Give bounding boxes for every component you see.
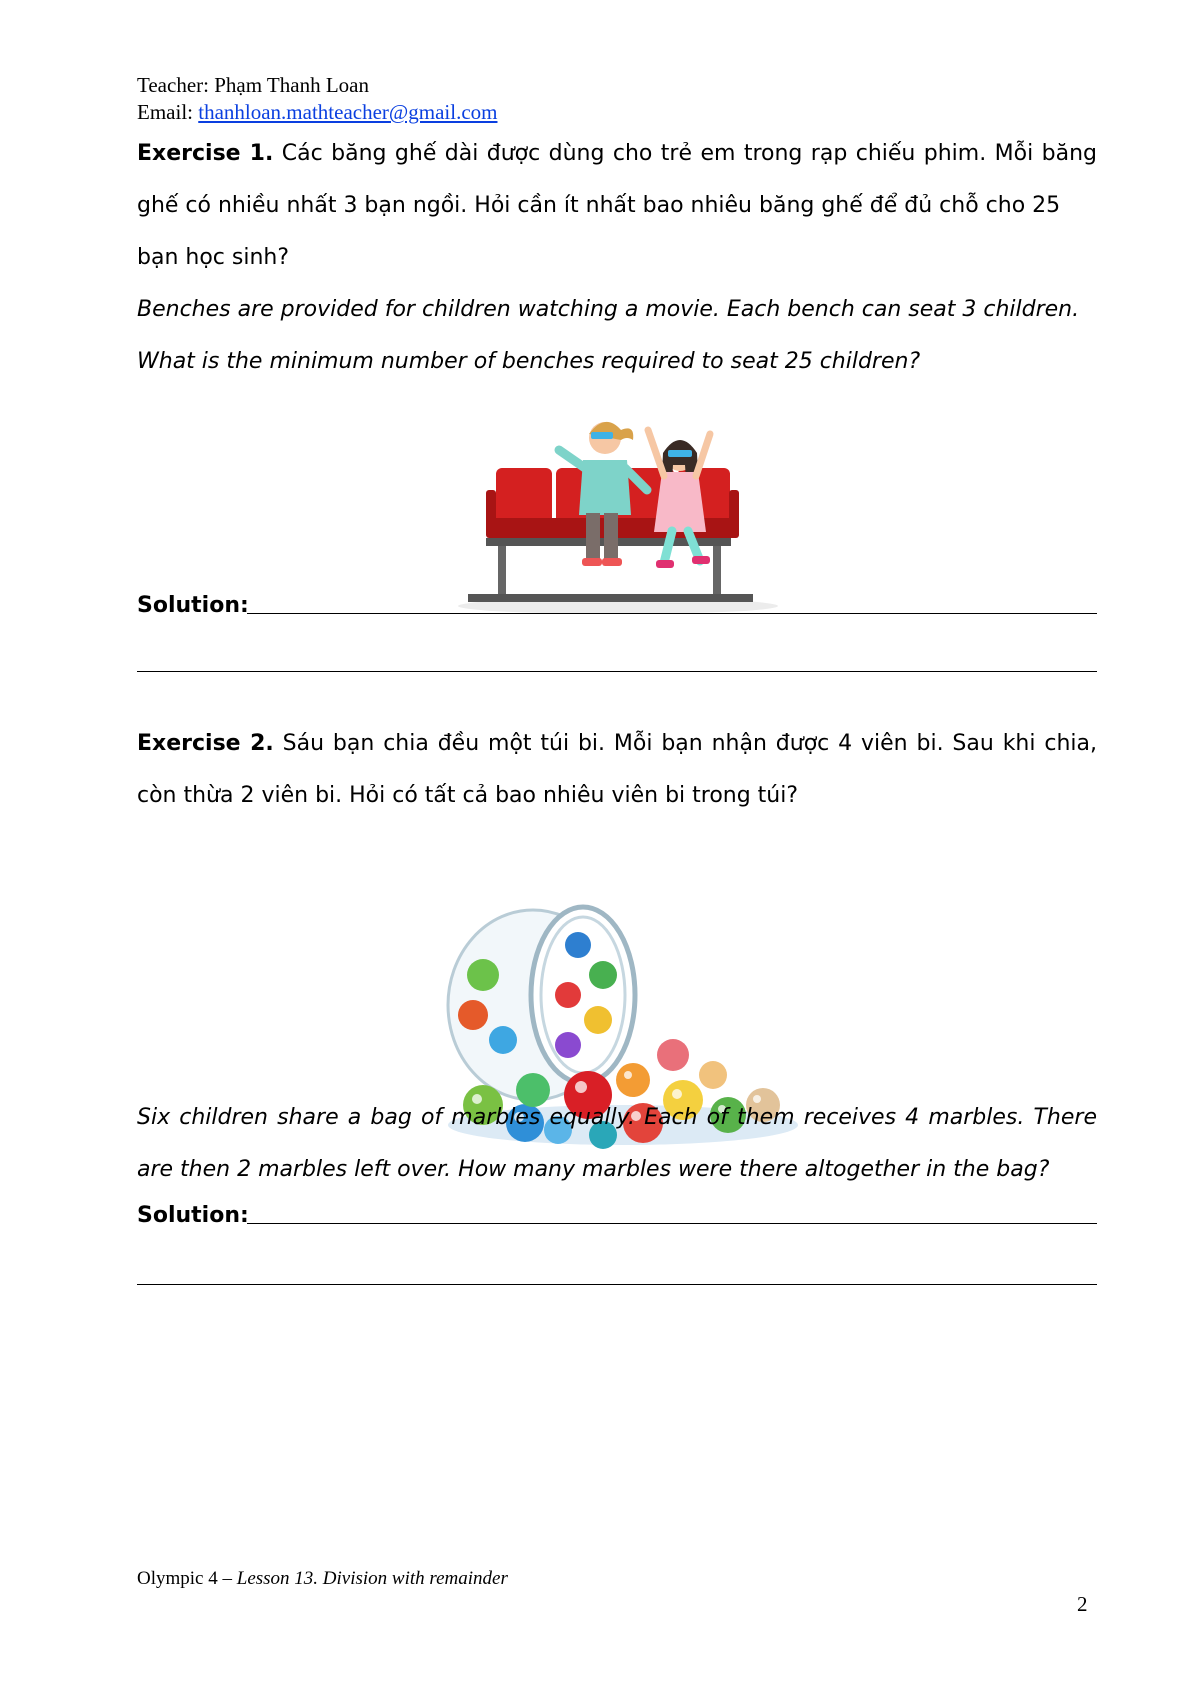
exercise-1-label: Exercise 1. [137,141,274,166]
exercise-1-text [137,128,1097,388]
exercise-2-vi-2: còn thừa 2 viên bi. Hỏi có tất cả bao nhiêu viên bi trong túi? [137,783,799,808]
footer-course: Olympic 4 – [137,1568,237,1589]
page-header [137,72,497,126]
exercise-1-vi-2: ghế có nhiều nhất 3 bạn ngồi. Hỏi cần ít nhất bao nhiêu băng ghế để đủ chỗ cho 25 [137,193,1061,218]
exercise-2-english [137,1092,1097,1196]
solution-label: Solution: [137,593,249,618]
exercise-2-en-2: are then 2 marbles left over. How many marbles were there altogether in the bag? [137,1157,1050,1182]
email-link[interactable]: thanhloan.mathteacher@gmail.com [198,100,498,124]
page-footer [137,1568,508,1590]
exercise-2-label: Exercise 2. [137,731,274,756]
children-on-bench-illustration [448,408,788,618]
solution-label: Solution: [137,1203,249,1228]
exercise-2-en-1: Six children share a bag of marbles equally. Each of them receives 4 marbles. There [137,1105,1097,1130]
exercise-2-text [137,718,1097,822]
footer-lesson: Lesson 13. Division with remainder [236,1568,508,1589]
page-number: 2 [1077,1592,1088,1616]
exercise-1-en-1: Benches are provided for children watching a movie. Each bench can seat 3 children. [137,297,1080,322]
exercise-1-line-1 [137,128,1097,180]
exercise-1-vi-3: bạn học sinh? [137,245,290,270]
email-row [137,99,497,126]
exercise-2-vi-1: Sáu bạn chia đều một túi bi. Mỗi bạn nhận được 4 viên bi. Sau khi chia, [273,731,1097,756]
exercise-1-en-2: What is the minimum number of benches required to seat 25 children? [137,349,921,374]
exercise-1-answer-line-2[interactable] [137,671,1097,672]
email-label: Email: [137,100,199,124]
exercise-2-line-1 [137,718,1097,770]
exercise-2-answer-line-2[interactable] [137,1284,1097,1285]
exercise-1-vi-1: Các băng ghế dài được dùng cho trẻ em trong rạp chiếu phim. Mỗi băng [273,141,1097,166]
teacher-name: Teacher: Phạm Thanh Loan [137,73,369,97]
solution-answer-line[interactable] [247,1223,1097,1224]
exercise-2-solution [137,1198,1097,1228]
solution-answer-line[interactable] [247,613,1097,614]
exercise-1-solution [137,588,1097,618]
